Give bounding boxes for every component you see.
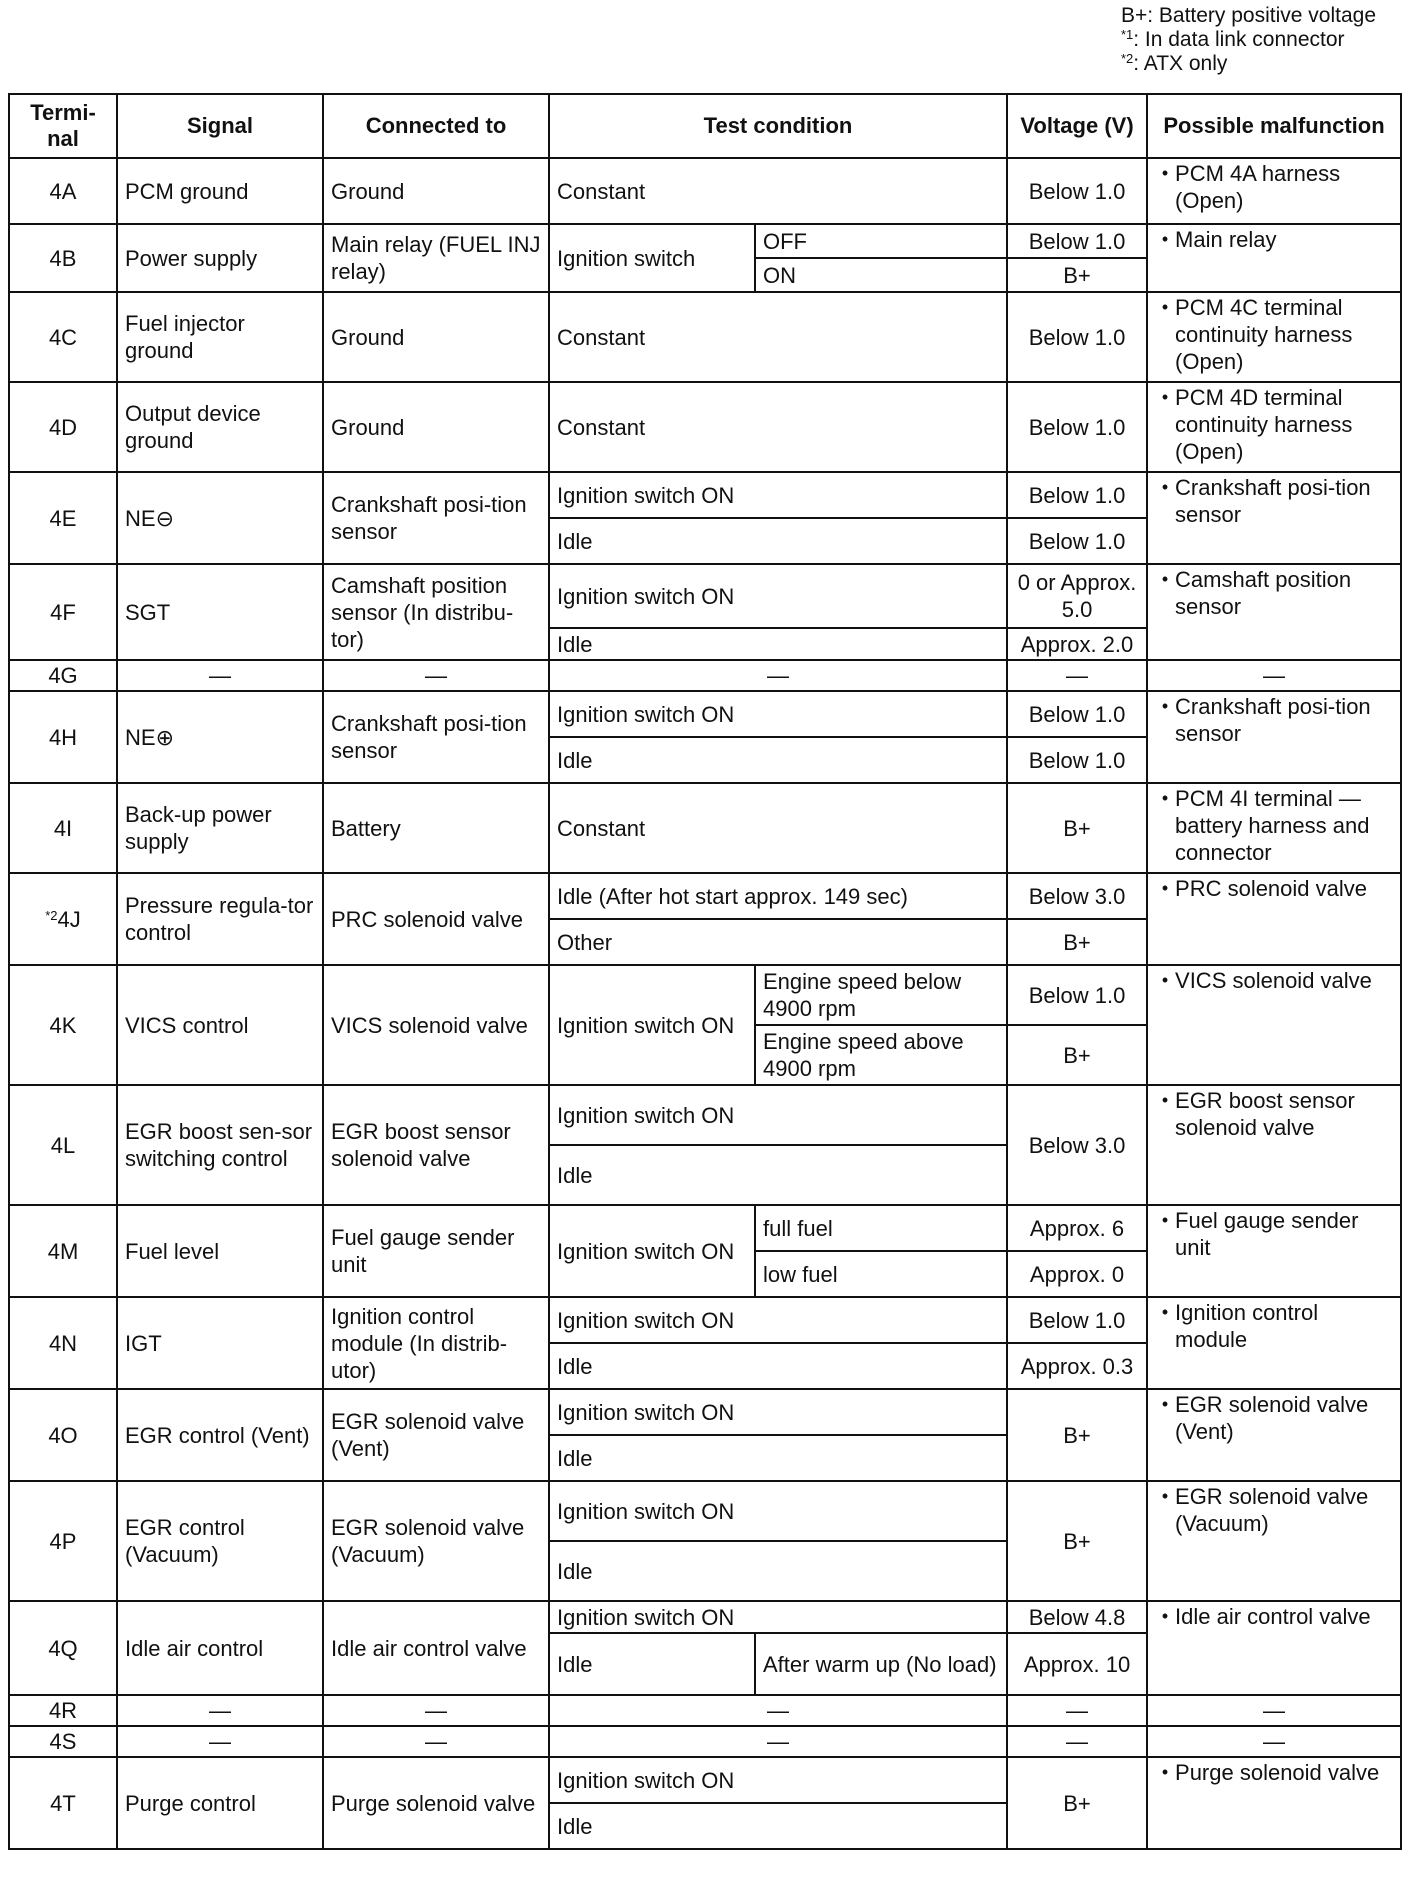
condition-cell: Other — [549, 919, 1007, 965]
table-row — [9, 564, 1401, 628]
condition-cell: Idle — [549, 1633, 755, 1695]
connected-cell: Crankshaft posi-tion sensor — [323, 472, 549, 564]
malfunction-text: EGR boost sensor solenoid valve — [1175, 1088, 1355, 1140]
malfunction-cell — [1147, 1481, 1401, 1601]
sub-condition-cell: Engine speed above 4900 rpm — [755, 1025, 1007, 1085]
legend-notes — [1121, 4, 1376, 76]
bullet: • — [1161, 163, 1169, 183]
terminal-cell: 4S — [9, 1726, 117, 1757]
sub-condition-cell: low fuel — [755, 1251, 1007, 1297]
voltage-cell: B+ — [1007, 783, 1147, 873]
connected-cell: Crankshaft posi-tion sensor — [323, 691, 549, 783]
malfunction-text: Fuel gauge sender unit — [1175, 1208, 1359, 1260]
voltage-cell: B+ — [1007, 1389, 1147, 1481]
condition-cell: Idle — [549, 1145, 1007, 1205]
connected-cell: Camshaft position sensor (In distribu-tor) — [323, 564, 549, 660]
signal-cell: — — [117, 660, 323, 691]
table-row — [9, 472, 1401, 518]
connected-cell: — — [323, 1726, 549, 1757]
connected-cell: — — [323, 660, 549, 691]
table-row — [9, 691, 1401, 737]
condition-cell: Constant — [549, 158, 1007, 224]
terminal-cell: 4B — [9, 224, 117, 292]
malfunction-text: VICS solenoid valve — [1175, 968, 1372, 993]
malfunction-cell — [1147, 224, 1401, 292]
table-row — [9, 292, 1401, 382]
bullet: • — [1161, 1210, 1169, 1230]
bullet: • — [1161, 696, 1169, 716]
malfunction-text: Purge solenoid valve — [1175, 1760, 1380, 1785]
connected-cell: — — [323, 1695, 549, 1726]
signal-cell: Output device ground — [117, 382, 323, 472]
voltage-cell: B+ — [1007, 1025, 1147, 1085]
voltage-cell: Below 1.0 — [1007, 737, 1147, 783]
terminal-cell: 4L — [9, 1085, 117, 1205]
table-row — [9, 1205, 1401, 1251]
malfunction-text: Crankshaft posi-tion sensor — [1175, 694, 1371, 746]
voltage-cell: Approx. 0 — [1007, 1251, 1147, 1297]
terminal-cell: 4N — [9, 1297, 117, 1389]
signal-cell: EGR boost sen-sor switching control — [117, 1085, 323, 1205]
signal-cell: IGT — [117, 1297, 323, 1389]
voltage-cell: Below 3.0 — [1007, 1085, 1147, 1205]
connected-cell: Purge solenoid valve — [323, 1757, 549, 1849]
table-row — [9, 783, 1401, 873]
bullet: • — [1161, 1762, 1169, 1782]
header-signal: Signal — [117, 94, 323, 158]
condition-cell: Ignition switch ON — [549, 1601, 1007, 1633]
signal-text: NE — [125, 724, 156, 750]
malfunction-text: Crankshaft posi-tion sensor — [1175, 475, 1371, 527]
signal-cell: Back-up power supply — [117, 783, 323, 873]
condition-cell: Idle — [549, 518, 1007, 564]
terminal-cell: 4K — [9, 965, 117, 1085]
voltage-cell: Approx. 10 — [1007, 1633, 1147, 1695]
malfunction-text: PRC solenoid valve — [1175, 876, 1367, 901]
malfunction-cell — [1147, 1601, 1401, 1695]
terminal-cell: 4R — [9, 1695, 117, 1726]
header-test-condition: Test condition — [549, 94, 1007, 158]
connected-cell: Ground — [323, 382, 549, 472]
header-terminal: Termi-nal — [9, 94, 117, 158]
voltage-cell: Approx. 0.3 — [1007, 1343, 1147, 1389]
malfunction-text: Camshaft position sensor — [1175, 567, 1352, 619]
voltage-cell: Below 1.0 — [1007, 472, 1147, 518]
terminal-cell: 4A — [9, 158, 117, 224]
signal-cell: EGR control (Vacuum) — [117, 1481, 323, 1601]
voltage-cell: Below 1.0 — [1007, 518, 1147, 564]
table-row — [9, 1757, 1401, 1803]
condition-cell: Idle — [549, 1541, 1007, 1601]
terminal-cell: 4D — [9, 382, 117, 472]
malfunction-cell: — — [1147, 1695, 1401, 1726]
connected-cell: Idle air control valve — [323, 1601, 549, 1695]
terminal-cell: 4O — [9, 1389, 117, 1481]
condition-cell: Idle — [549, 1803, 1007, 1849]
note-2-text: : ATX only — [1133, 52, 1228, 75]
condition-cell: Idle — [549, 1343, 1007, 1389]
malfunction-cell — [1147, 1297, 1401, 1389]
voltage-cell: Below 1.0 — [1007, 1297, 1147, 1343]
table-row — [9, 1389, 1401, 1435]
condition-cell: — — [549, 660, 1007, 691]
voltage-cell: — — [1007, 660, 1147, 691]
bullet: • — [1161, 1302, 1169, 1322]
terminal-cell — [9, 873, 117, 965]
sub-condition-cell: ON — [755, 258, 1007, 292]
signal-cell — [117, 691, 323, 783]
connected-cell: Battery — [323, 783, 549, 873]
voltage-cell: — — [1007, 1695, 1147, 1726]
voltage-cell: Below 1.0 — [1007, 158, 1147, 224]
condition-cell: Constant — [549, 783, 1007, 873]
voltage-cell: Below 1.0 — [1007, 965, 1147, 1025]
condition-cell: Idle — [549, 1435, 1007, 1481]
table-row — [9, 224, 1401, 258]
bullet: • — [1161, 1486, 1169, 1506]
malfunction-text: PCM 4C terminal continuity harness (Open) — [1175, 295, 1353, 374]
condition-cell: Idle — [549, 628, 1007, 660]
malfunction-text: PCM 4D terminal continuity harness (Open) — [1175, 385, 1353, 464]
condition-cell: Idle — [549, 737, 1007, 783]
table-row — [9, 1297, 1401, 1343]
voltage-cell: — — [1007, 1726, 1147, 1757]
malfunction-cell — [1147, 472, 1401, 564]
malfunction-text: EGR solenoid valve (Vacuum) — [1175, 1484, 1369, 1536]
condition-cell: Ignition switch ON — [549, 1757, 1007, 1803]
terminal-cell: 4I — [9, 783, 117, 873]
note-2-mark: *2 — [1120, 51, 1134, 66]
atx-only-mark: *2 — [45, 907, 58, 923]
connected-cell: Ignition control module (In distrib-utor) — [323, 1297, 549, 1389]
connected-cell: EGR solenoid valve (Vacuum) — [323, 1481, 549, 1601]
malfunction-cell — [1147, 1757, 1401, 1849]
malfunction-cell — [1147, 292, 1401, 382]
table-row — [9, 873, 1401, 919]
table-row — [9, 1481, 1401, 1541]
voltage-cell: B+ — [1007, 1757, 1147, 1849]
terminal-text: 4J — [57, 906, 81, 932]
voltage-cell: Below 1.0 — [1007, 382, 1147, 472]
connected-cell: Main relay (FUEL INJ relay) — [323, 224, 549, 292]
signal-cell: Idle air control — [117, 1601, 323, 1695]
condition-cell: Idle (After hot start approx. 149 sec) — [549, 873, 1007, 919]
voltage-cell: B+ — [1007, 258, 1147, 292]
voltage-cell: Approx. 2.0 — [1007, 628, 1147, 660]
bullet: • — [1161, 1394, 1169, 1414]
terminal-cell: 4P — [9, 1481, 117, 1601]
malfunction-cell — [1147, 873, 1401, 965]
sub-condition-cell: After warm up (No load) — [755, 1633, 1007, 1695]
signal-cell: SGT — [117, 564, 323, 660]
condition-cell: Ignition switch ON — [549, 1481, 1007, 1541]
condition-cell: Ignition switch ON — [549, 965, 755, 1085]
signal-cell — [117, 472, 323, 564]
malfunction-text: Main relay — [1175, 227, 1277, 252]
malfunction-cell — [1147, 158, 1401, 224]
malfunction-cell — [1147, 965, 1401, 1085]
table-row — [9, 382, 1401, 472]
malfunction-cell — [1147, 382, 1401, 472]
note-data-link — [1121, 28, 1376, 52]
condition-cell: Ignition switch — [549, 224, 755, 292]
malfunction-text: Ignition control module — [1175, 1300, 1319, 1352]
table-row — [9, 1695, 1401, 1726]
table-row — [9, 965, 1401, 1025]
malfunction-cell — [1147, 1205, 1401, 1297]
note-1-text: : In data link connector — [1133, 28, 1345, 51]
malfunction-text: PCM 4A harness (Open) — [1175, 161, 1341, 213]
note-atx-only — [1121, 52, 1376, 76]
condition-cell: Constant — [549, 382, 1007, 472]
bullet: • — [1161, 970, 1169, 990]
connected-cell: Fuel gauge sender unit — [323, 1205, 549, 1297]
voltage-cell: Below 3.0 — [1007, 873, 1147, 919]
header-possible-malfunction: Possible malfunction — [1147, 94, 1401, 158]
table-row — [9, 1726, 1401, 1757]
voltage-cell: Below 1.0 — [1007, 691, 1147, 737]
voltage-cell: Below 4.8 — [1007, 1601, 1147, 1633]
signal-cell: VICS control — [117, 965, 323, 1085]
malfunction-cell — [1147, 1085, 1401, 1205]
terminal-cell: 4T — [9, 1757, 117, 1849]
signal-cell: Purge control — [117, 1757, 323, 1849]
connected-cell: Ground — [323, 158, 549, 224]
condition-cell: Ignition switch ON — [549, 1085, 1007, 1145]
voltage-cell: Approx. 6 — [1007, 1205, 1147, 1251]
bullet: • — [1161, 878, 1169, 898]
bullet: • — [1161, 1606, 1169, 1626]
terminal-cell: 4H — [9, 691, 117, 783]
connected-cell: EGR solenoid valve (Vent) — [323, 1389, 549, 1481]
signal-cell: EGR control (Vent) — [117, 1389, 323, 1481]
signal-cell: Power supply — [117, 224, 323, 292]
condition-cell: — — [549, 1726, 1007, 1757]
signal-cell: — — [117, 1695, 323, 1726]
table-row — [9, 660, 1401, 691]
terminal-cell: 4E — [9, 472, 117, 564]
malfunction-text: EGR solenoid valve (Vent) — [1175, 1392, 1369, 1444]
header-voltage: Voltage (V) — [1007, 94, 1147, 158]
malfunction-cell — [1147, 1389, 1401, 1481]
condition-cell: Ignition switch ON — [549, 1389, 1007, 1435]
terminal-cell: 4C — [9, 292, 117, 382]
condition-cell: Ignition switch ON — [549, 1297, 1007, 1343]
header-connected-to: Connected to — [323, 94, 549, 158]
condition-cell: — — [549, 1695, 1007, 1726]
sub-condition-cell: full fuel — [755, 1205, 1007, 1251]
condition-cell: Ignition switch ON — [549, 691, 1007, 737]
connected-cell: EGR boost sensor solenoid valve — [323, 1085, 549, 1205]
bullet: • — [1161, 297, 1169, 317]
plus-circle-icon: ⊕ — [155, 724, 174, 750]
signal-cell: — — [117, 1726, 323, 1757]
pcm-terminal-voltage-table — [8, 93, 1402, 1850]
sub-condition-cell: Engine speed below 4900 rpm — [755, 965, 1007, 1025]
bullet: • — [1161, 1090, 1169, 1110]
table-row — [9, 158, 1401, 224]
terminal-cell: 4F — [9, 564, 117, 660]
connected-cell: VICS solenoid valve — [323, 965, 549, 1085]
minus-circle-icon: ⊖ — [155, 505, 174, 531]
note-1-mark: *1 — [1120, 27, 1134, 42]
terminal-cell: 4G — [9, 660, 117, 691]
signal-cell: Fuel level — [117, 1205, 323, 1297]
connected-cell: PRC solenoid valve — [323, 873, 549, 965]
table-row — [9, 1601, 1401, 1633]
malfunction-text: Idle air control valve — [1175, 1604, 1371, 1629]
malfunction-text: PCM 4I terminal — battery harness and connector — [1175, 786, 1370, 865]
signal-text: NE — [125, 505, 156, 531]
voltage-cell: Below 1.0 — [1007, 224, 1147, 258]
bullet: • — [1161, 477, 1169, 497]
bullet: • — [1161, 788, 1169, 808]
connected-cell: Ground — [323, 292, 549, 382]
condition-cell: Ignition switch ON — [549, 472, 1007, 518]
voltage-cell: B+ — [1007, 1481, 1147, 1601]
voltage-cell: B+ — [1007, 919, 1147, 965]
signal-cell: PCM ground — [117, 158, 323, 224]
table-row — [9, 1085, 1401, 1145]
header-row — [9, 94, 1401, 158]
malfunction-cell — [1147, 691, 1401, 783]
bullet: • — [1161, 229, 1169, 249]
condition-cell: Ignition switch ON — [549, 564, 1007, 628]
condition-cell: Constant — [549, 292, 1007, 382]
malfunction-cell: — — [1147, 1726, 1401, 1757]
signal-cell: Fuel injector ground — [117, 292, 323, 382]
terminal-cell: 4Q — [9, 1601, 117, 1695]
voltage-cell: Below 1.0 — [1007, 292, 1147, 382]
signal-cell: Pressure regula-tor control — [117, 873, 323, 965]
condition-cell: Ignition switch ON — [549, 1205, 755, 1297]
malfunction-cell: — — [1147, 660, 1401, 691]
terminal-cell: 4M — [9, 1205, 117, 1297]
bullet: • — [1161, 387, 1169, 407]
voltage-cell: 0 or Approx. 5.0 — [1007, 564, 1147, 628]
bullet: • — [1161, 569, 1169, 589]
sub-condition-cell: OFF — [755, 224, 1007, 258]
malfunction-cell — [1147, 783, 1401, 873]
malfunction-cell — [1147, 564, 1401, 660]
note-battery-voltage: B+: Battery positive voltage — [1120, 4, 1376, 27]
